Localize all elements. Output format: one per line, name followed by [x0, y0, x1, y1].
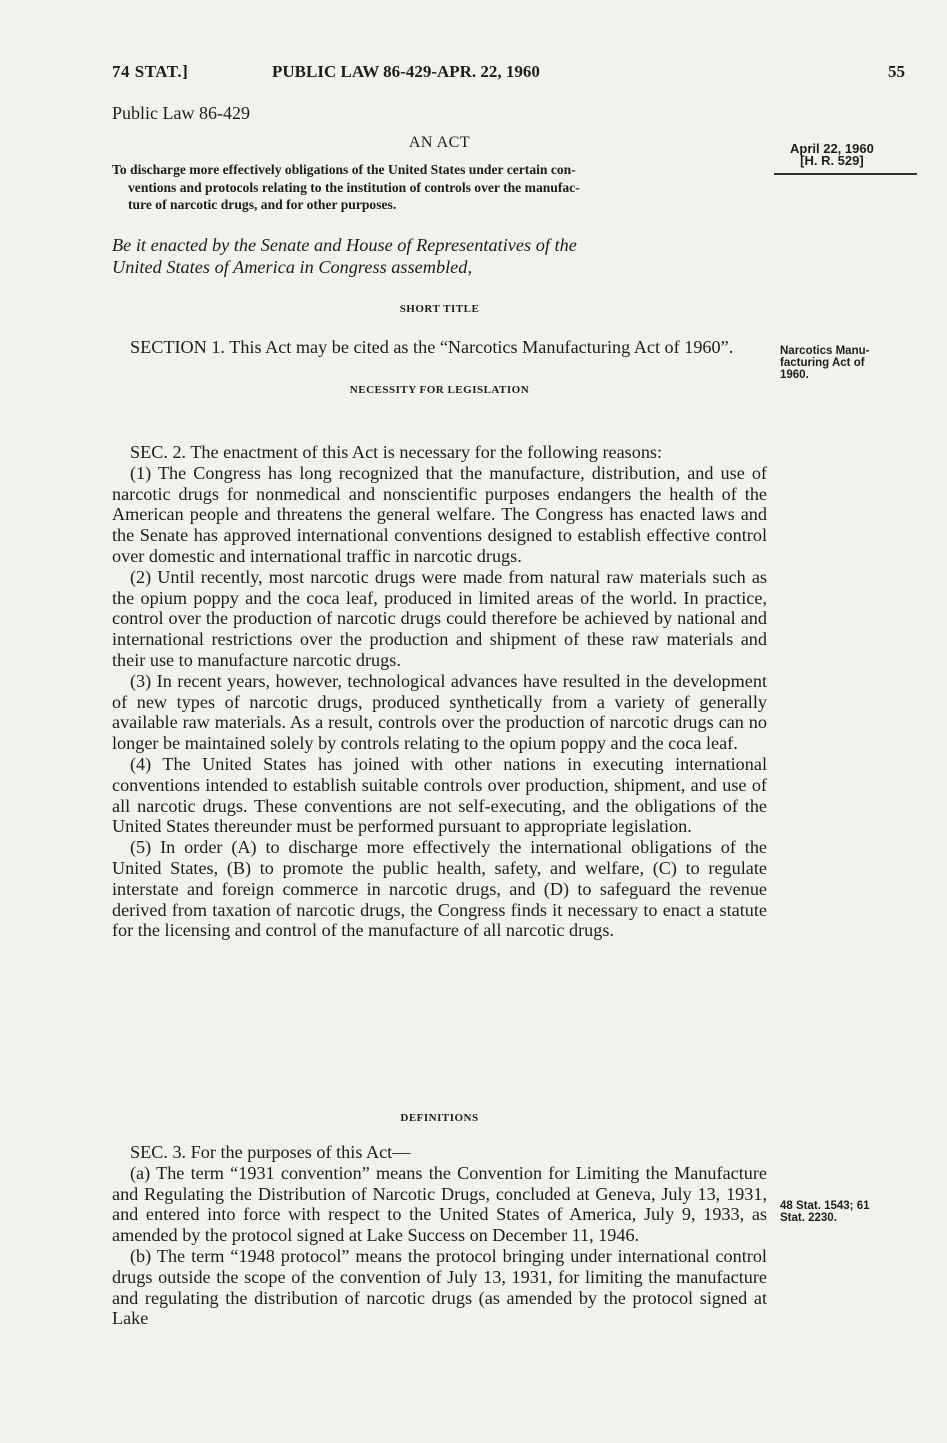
section-label: SECTION 1.: [130, 337, 225, 357]
margin-note-short-title: [780, 345, 869, 381]
margin-line: facturing Act of: [780, 357, 865, 369]
paragraph: (b) The term “1948 protocol” means the protocol bringing under international control drugs outside the scope of the convention of July 13, 1931, for limiting the manufacture and regulating the distribution of narcotic drugs (as amended by the protocol signed at Lake: [112, 1245, 767, 1329]
section-3: [112, 1142, 767, 1329]
margin-line: Narcotics Manu-: [780, 345, 870, 357]
paragraph: (5) In order (A) to discharge more effectively the international obligations of the United States, (B) to promote the public health, safety, and welfare, (C) to regulate interstate and foreign commerce in narcotic drugs, and (D) to safeguard the revenue derived from taxation of narcotic drugs, the Congress finds it necessary to enact a statute for the licensing and control of the manufacture of all narcotic drugs.: [112, 837, 767, 941]
enacting-line: United States of America in Congress assembled,: [112, 257, 473, 277]
law-number: Public Law 86-429: [112, 103, 250, 123]
page-number: 55: [888, 62, 905, 81]
definitions-heading: DEFINITIONS: [400, 1112, 479, 1124]
act-purpose: [112, 161, 767, 214]
margin-line: 48 Stat. 1543; 61: [780, 1200, 870, 1212]
margin-bill: [H. R. 529]: [800, 153, 864, 168]
margin-date: April 22, 1960: [790, 141, 874, 156]
enacting-line: Be it enacted by the Senate and House of Representatives of the: [112, 235, 577, 255]
section-1: [112, 337, 752, 358]
margin-date-bill: [790, 143, 874, 167]
section-text: This Act may be cited as the “Narcotics Manufacturing Act of 1960”.: [229, 337, 734, 357]
section-text: The enactment of this Act is necessary for the following reasons:: [190, 442, 663, 462]
purpose-line: To discharge more effectively obligations of the United States under certain con-: [112, 162, 576, 177]
margin-rule: [774, 173, 917, 175]
section-text: For the purposes of this Act—: [190, 1142, 411, 1162]
paragraph: (1) The Congress has long recognized that the manufacture, distribution, and use of narcotic drugs for nonmedical and nonscientific purposes endangers the health of the American people and threatens the general welfare. The Congress has enacted laws and the Senate has approved international conventions designed to establish effective control over domestic and international traffic in narcotic drugs.: [112, 462, 767, 566]
paragraph: (a) The term “1931 convention” means the Convention for Limiting the Manufacture and Regulating the Distribution of Narcotic Drugs, concluded at Geneva, July 13, 1931, and entered into force with respect to the United States of America, July 9, 1933, as amended by the protocol signed at Lake Success on December 11, 1946.: [112, 1162, 767, 1246]
section-label: SEC. 3.: [130, 1142, 187, 1162]
necessity-heading: NECESSITY FOR LEGISLATION: [349, 384, 530, 396]
header-title: PUBLIC LAW 86-429-APR. 22, 1960: [272, 62, 540, 81]
purpose-line: ventions and protocols relating to the institution of controls over the manufac-: [128, 179, 580, 195]
margin-line: 1960.: [780, 369, 809, 381]
paragraph: (2) Until recently, most narcotic drugs were made from natural raw materials such as the opium poppy and the coca leaf, produced in limited areas of the world. In practice, control over the production of narcotic drugs could therefore be achieved by national and international restrictions over the production and shipment of these raw materials and their use to manufacture narcotic drugs.: [112, 566, 767, 670]
short-title-heading: SHORT TITLE: [399, 303, 480, 315]
paragraph: (3) In recent years, however, technological advances have resulted in the development of new types of narcotic drugs, produced synthetically from a variety of generally available raw materials. As a result, controls over the production of narcotic drugs can no longer be maintained solely by controls relating to the opium poppy and the coca leaf.: [112, 670, 767, 754]
margin-line: Stat. 2230.: [780, 1212, 837, 1224]
act-heading: AN ACT: [408, 134, 471, 151]
enacting-clause: [112, 234, 767, 278]
paragraph: (4) The United States has joined with other nations in executing international conventions intended to establish suitable controls over production, shipment, and use of all narcotic drugs. These conventions are not self-executing, and the obligations of the United States thereunder must be performed pursuant to appropriate legislation.: [112, 753, 767, 837]
statute-volume: 74 STAT.]: [112, 62, 189, 81]
section-2: [112, 442, 767, 941]
purpose-line: ture of narcotic drugs, and for other purposes.: [128, 197, 397, 212]
margin-note-citation: [780, 1200, 870, 1224]
running-header: [112, 62, 905, 88]
section-label: SEC. 2.: [130, 442, 187, 462]
